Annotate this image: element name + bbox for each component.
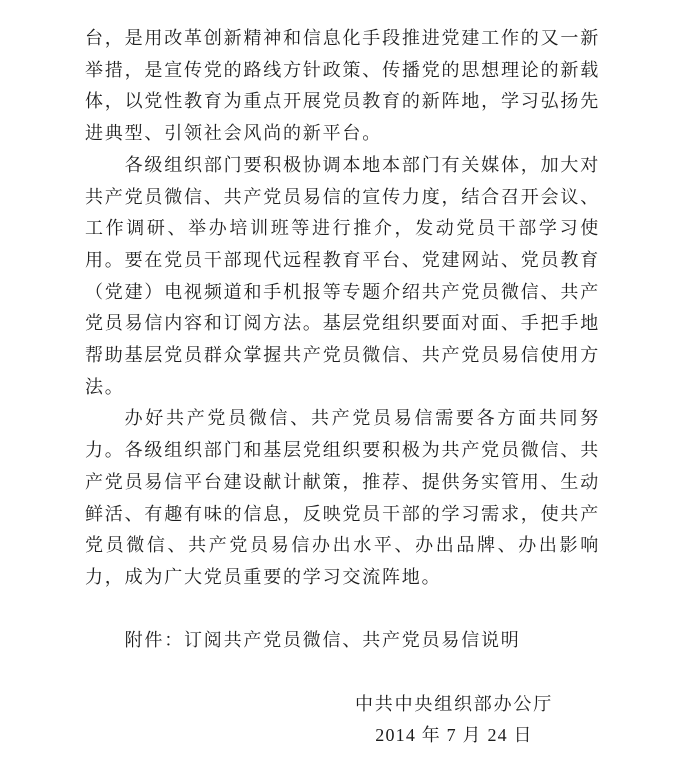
signature-block xyxy=(355,689,553,752)
paragraph-media-promotion: 各级组织部门要积极协调本地本部门有关媒体，加大对共产党员微信、共产党员易信的宣传力度，结合召开会议、工作调研、举办培训班等进行推介，发动党员干部学习使用。要在党员干部现代远程教育平台、党建网站、党员教育（党建）电视频道和手机报等专题介绍共产党员微信、共产党员易信内容和订阅方法。基层党组织要面对面、手把手地帮助基层党员群众掌握共产党员微信、共产党员易信使用方法。 xyxy=(85,154,600,397)
issuing-organization: 中共中央组织部办公厅 xyxy=(355,693,553,714)
document-body xyxy=(85,23,600,752)
issue-date: 2014 年 7 月 24 日 xyxy=(375,725,533,746)
paragraph-joint-effort: 办好共产党员微信、共产党员易信需要各方面共同努力。各级组织部门和基层党组织要积极为共产党员微信、共产党员易信平台建设献计献策，推荐、提供务实管用、生动鲜活、有趣有味的信息，反映党员干部的学习需求，使共产党员微信、共产党员易信办出水平、办出品牌、办出影响力，成为广大党员重要的学习交流阵地。 xyxy=(85,408,600,587)
attachment-line: 附件：订阅共产党员微信、共产党员易信说明 xyxy=(124,630,521,651)
paragraph-continuation: 台，是用改革创新精神和信息化手段推进党建工作的又一新举措，是宣传党的路线方针政策、传播党的思想理论的新载体，以党性教育为重点开展党员教育的新阵地，学习弘扬先进典型、引领社会风尚的新平台。 xyxy=(85,28,600,144)
